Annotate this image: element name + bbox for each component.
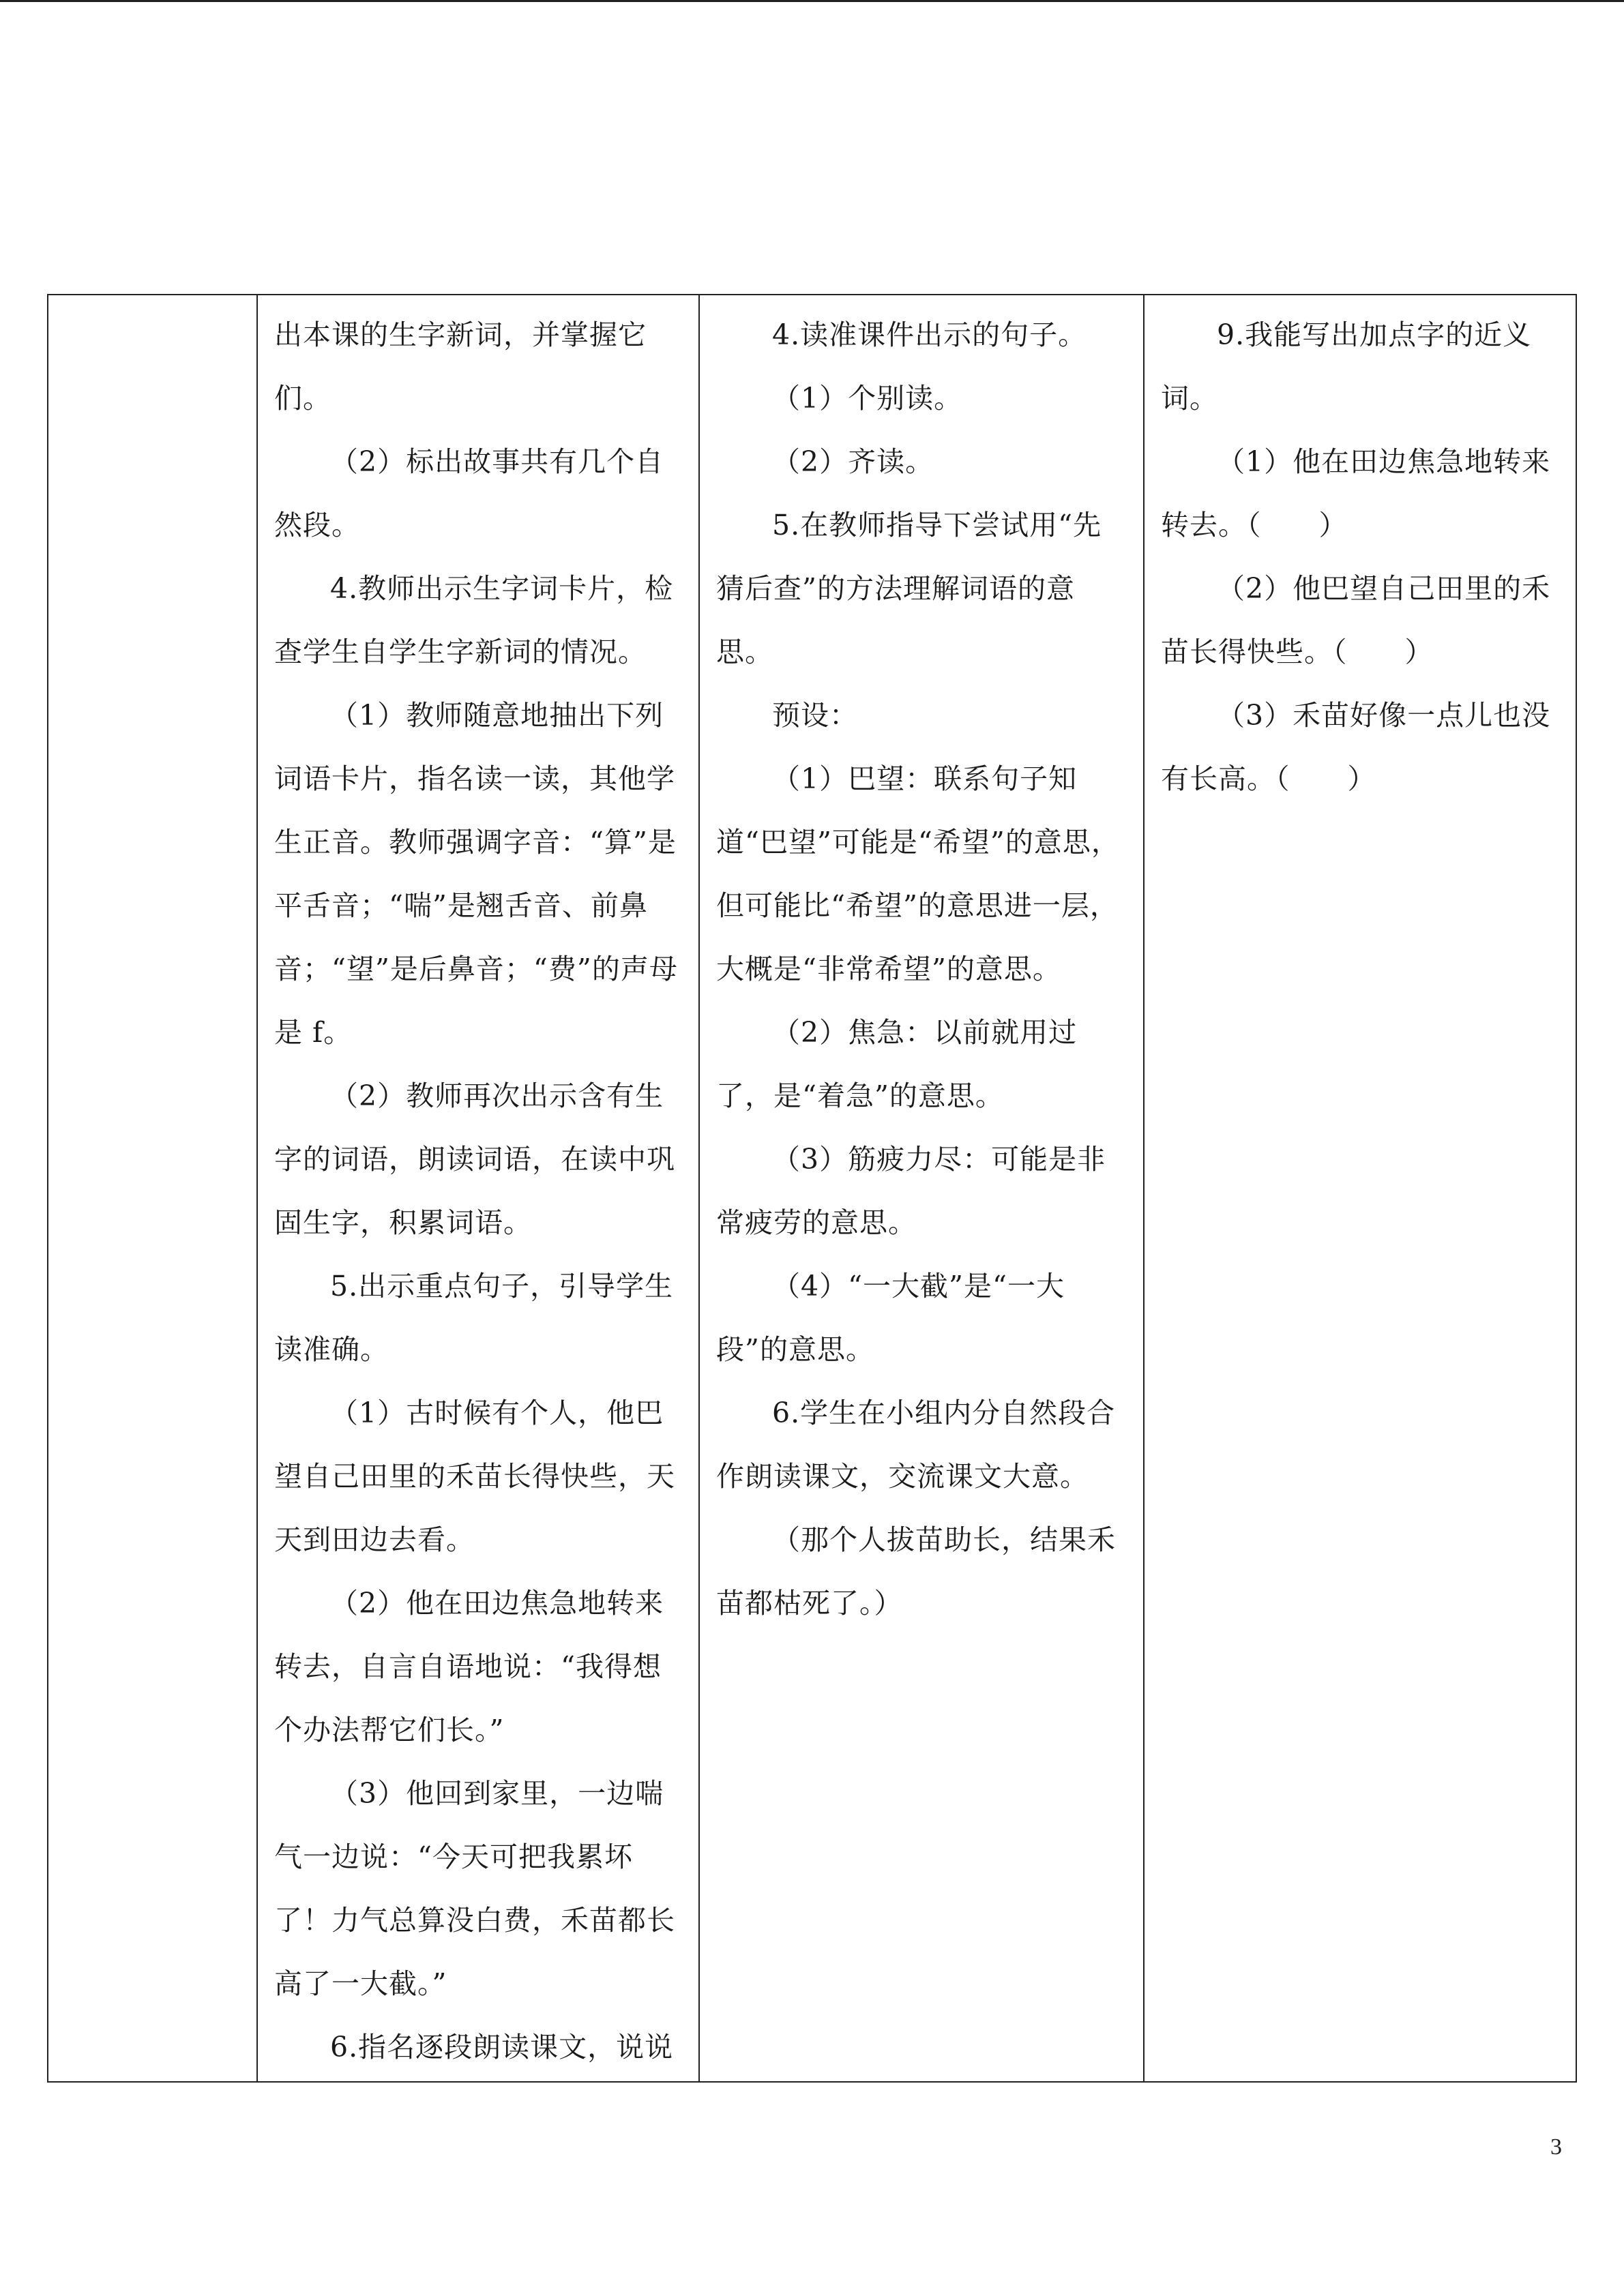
teacher-activity-text [258,295,698,2079]
paragraph: 5.出示重点句子，引导学生读准确。 [274,1270,674,1366]
page-number: 3 [1550,2134,1562,2160]
exercise-text [1145,295,1578,811]
paragraph: （1）古时候有个人，他巴望自己田里的禾苗长得快些，天天到田边去看。 [274,1397,675,1556]
paragraph: （2）他在田边焦急地转来转去，自言自语地说：“我得想个办法帮它们长。” [274,1587,664,1746]
paragraph: 6.学生在小组内分自然段合作朗读课文，交流课文大意。 [716,1397,1116,1493]
paragraph: （那个人拔苗助长，结果禾苗都枯死了。） [716,1523,1116,1620]
paragraph: （1）巴望：联系句子知道“巴望”可能是“希望”的意思，但可能比“希望”的意思进一层，大概是“非常希望”的意思。 [716,762,1120,985]
column-empty-text [48,295,256,303]
column-student-activity [700,295,1145,2081]
paragraph: （2）标出故事共有几个自然段。 [274,445,664,541]
paragraph: （3）他回到家里，一边喘气一边说：“今天可把我累坏了！力气总算没白费，禾苗都长高了一大截。” [274,1777,675,2000]
paragraph: 9.我能写出加点字的近义词。 [1161,318,1532,415]
paragraph: （1）个别读。 [772,382,963,415]
paragraph: 出本课的生字新词，并掌握它们。 [274,318,647,415]
page-top-border [0,0,1624,2]
paragraph: （2）齐读。 [772,445,934,478]
paragraph: （1）他在田边焦急地转来转去。（ ） [1161,445,1551,541]
paragraph: （2）焦急：以前就用过了，是“着急”的意思。 [716,1016,1078,1112]
column-empty-left [48,295,258,2081]
column-exercise [1145,295,1578,2081]
paragraph: 4.教师出示生字词卡片，检查学生自学生字新词的情况。 [274,572,674,668]
paragraph: （4）“一大截”是“一大段”的意思。 [716,1270,1065,1366]
paragraph: 预设： [772,699,858,732]
column-teacher-activity [258,295,700,2081]
student-activity-text [700,295,1143,1635]
paragraph: （2）教师再次出示含有生字的词语，朗读词语，在读中巩固生字，积累词语。 [274,1079,675,1239]
paragraph: 6.指名逐段朗读课文，说说 [330,2031,674,2063]
paragraph: （1）教师随意地抽出下列词语卡片，指名读一读，其他学生正音。教师强调字音：“算”是平舌音；“喘”是翘舌音、前鼻音；“望”是后鼻音；“费”的声母是 f。 [274,699,678,1049]
lesson-plan-table [47,294,1577,2083]
paragraph: （3）筋疲力尽：可能是非常疲劳的意思。 [716,1143,1106,1239]
paragraph: （3）禾苗好像一点儿也没有长高。（ ） [1161,699,1551,795]
paragraph: （2）他巴望自己田里的禾苗长得快些。（ ） [1161,572,1551,668]
paragraph: 4.读准课件出示的句子。 [772,318,1087,351]
paragraph: 5.在教师指导下尝试用“先猜后查”的方法理解词语的意思。 [716,509,1102,668]
